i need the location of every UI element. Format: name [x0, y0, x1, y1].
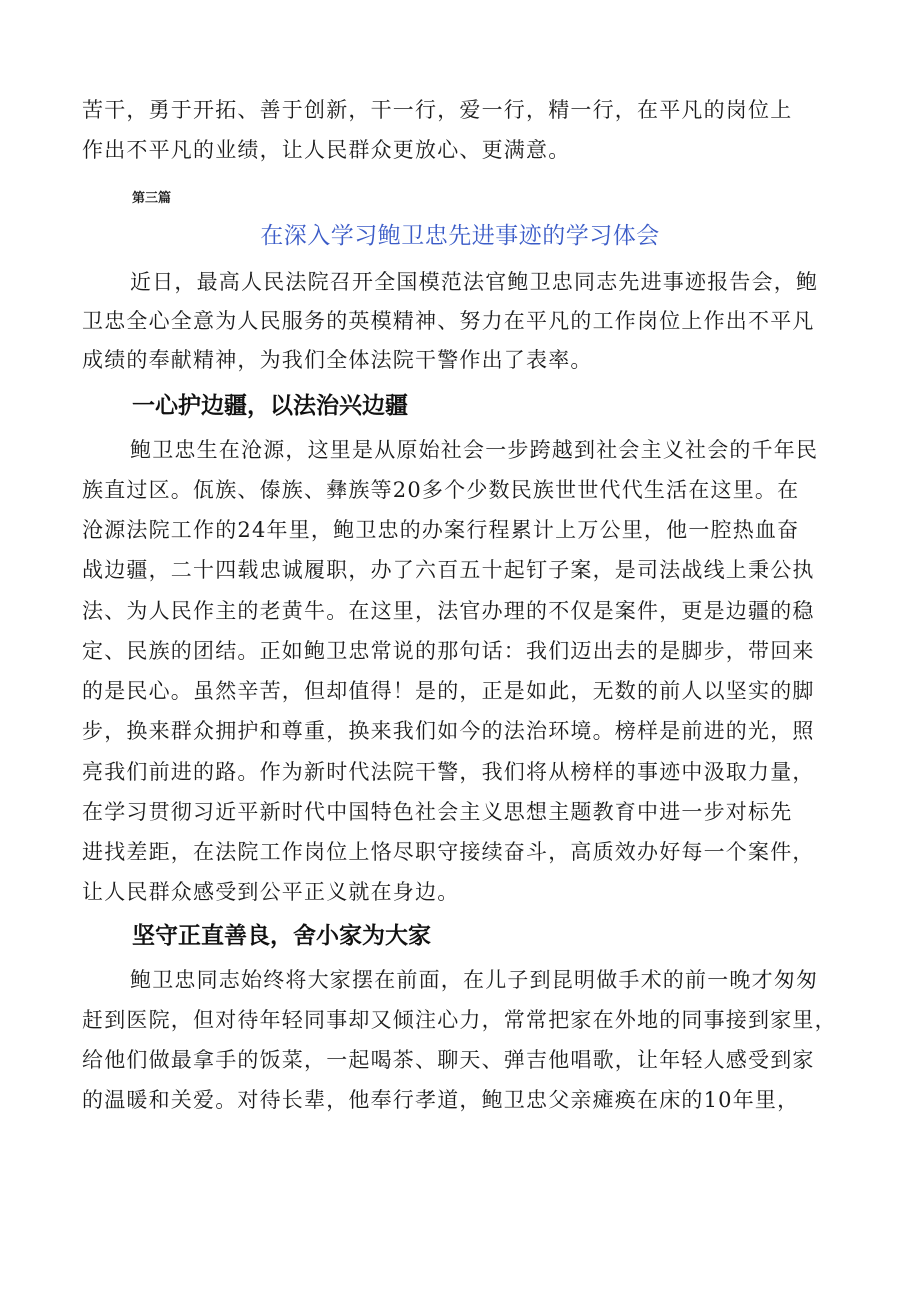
section1-line-1: 鲍卫忠生在沧源，这里是从原始社会一步跨越到社会主义社会的千年民	[130, 438, 819, 462]
section1-line-3: 沧源法院工作的24年里，鲍卫忠的办案行程累计上万公里，他一腔热血奋	[82, 518, 800, 542]
continuation-line-1: 苦干，勇于开拓、善于创新，干一行，爱一行，精一行，在平凡的岗位上	[82, 98, 793, 122]
section1-line-12: 让人民群众感受到公平正义就在身边。	[82, 880, 460, 904]
section2-line-1: 鲍卫忠同志始终将大家摆在前面，在儿子到昆明做手术的前一晚才匆匆	[130, 968, 819, 992]
section1-line-4: 战边疆，二十四载忠诚履职，办了六百五十起钉子案，是司法战线上秉公执	[82, 558, 815, 582]
section2-line-4: 的温暖和关爱。对待长辈，他奉行孝道，鲍卫忠父亲瘫痪在床的10年里，	[82, 1088, 800, 1112]
intro-line-2: 卫忠全心全意为人民服务的英模精神、努力在平凡的工作岗位上作出不平凡	[82, 309, 815, 333]
section1-line-6: 定、民族的团结。正如鲍卫忠常说的那句话：我们迈出去的是脚步，带回来	[82, 639, 815, 663]
section2-line-2: 赶到医院，但对待年轻同事却又倾注心力，常常把家在外地的同事接到家里，	[82, 1008, 837, 1032]
section-label: 第三篇	[132, 191, 172, 206]
intro-line-3: 成绩的奉献精神，为我们全体法院干警作出了表率。	[82, 348, 593, 372]
continuation-line-2: 作出不平凡的业绩，让人民群众更放心、更满意。	[82, 138, 571, 162]
section1-line-7: 的是民心。虽然辛苦，但却值得！是的，正是如此，无数的前人以坚实的脚	[82, 679, 815, 703]
section1-line-11: 进找差距，在法院工作岗位上恪尽职守接续奋斗，高质效办好每一个案件，	[82, 840, 815, 864]
section2-heading: 坚守正直善良，舍小家为大家	[132, 923, 431, 949]
section1-line-8: 步，换来群众拥护和尊重，换来我们如今的法治环境。榜样是前进的光，照	[82, 719, 815, 743]
section1-line-5: 法、为人民作主的老黄牛。在这里，法官办理的不仅是案件，更是边疆的稳	[82, 599, 815, 623]
intro-line-1: 近日，最高人民法院召开全国模范法官鲍卫忠同志先进事迹报告会，鲍	[130, 270, 819, 294]
section1-line-10: 在学习贯彻习近平新时代中国特色社会主义思想主题教育中进一步对标先	[82, 800, 793, 824]
document-title: 在深入学习鲍卫忠先进事迹的学习体会	[260, 223, 660, 249]
section1-line-9: 亮我们前进的路。作为新时代法院干警，我们将从榜样的事迹中汲取力量，	[82, 760, 815, 784]
section2-line-3: 给他们做最拿手的饭菜，一起喝茶、聊天、弹吉他唱歌，让年轻人感受到家	[82, 1048, 815, 1072]
section1-line-2: 族直过区。佤族、傣族、彝族等20多个少数民族世世代代生活在这里。在	[82, 478, 800, 502]
section1-heading: 一心护边疆，以法治兴边疆	[132, 393, 408, 419]
